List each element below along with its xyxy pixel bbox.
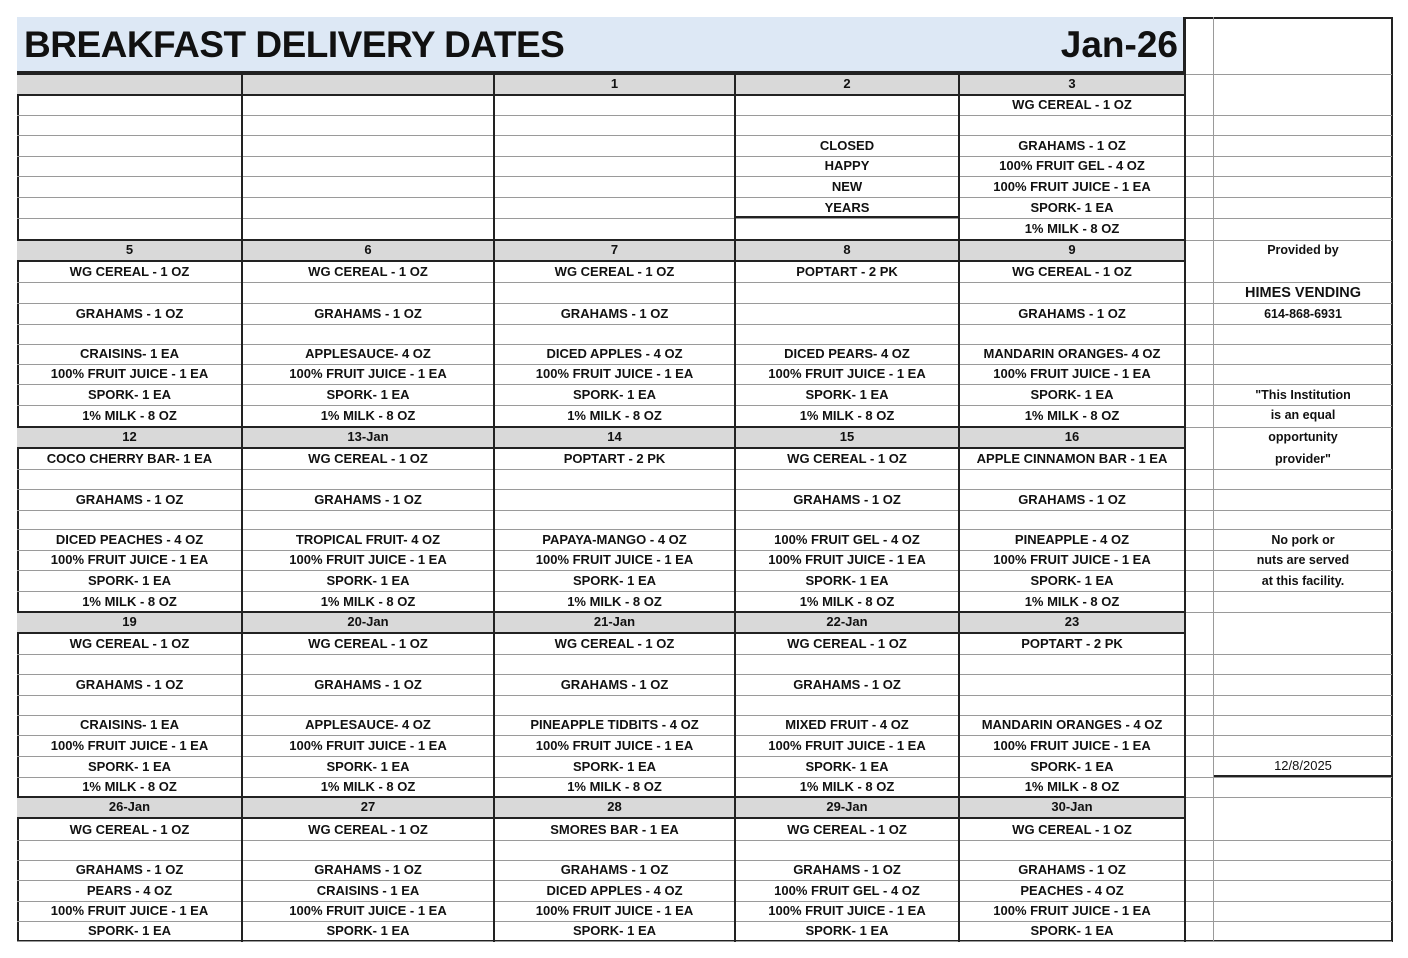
menu-item-cell: WG CEREAL - 1 OZ: [69, 636, 190, 651]
date-cell: 15: [839, 429, 855, 444]
menu-item-cell: 100% FRUIT JUICE - 1 EA: [768, 903, 926, 918]
menu-item-cell: [494, 695, 735, 715]
week-divider: [17, 447, 1185, 449]
menu-item-cell: WG CEREAL - 1 OZ: [69, 821, 190, 837]
menu-item-cell: SPORK- 1 EA: [572, 386, 657, 402]
date-cell: 29-Jan: [826, 799, 868, 814]
equal-opportunity-line: opportunity: [1268, 430, 1338, 444]
menu-item-cell: WG CEREAL - 1 OZ: [787, 636, 907, 651]
menu-item-cell: [17, 177, 242, 197]
menu-item-cell: [494, 324, 735, 344]
menu-item-cell: SPORK- 1 EA: [572, 572, 657, 588]
menu-item-cell: GRAHAMS - 1 OZ: [314, 862, 422, 877]
pork-nuts-notice-line: nuts are served: [1256, 553, 1350, 567]
row-divider: [1185, 797, 1392, 798]
menu-item-cell: WG CEREAL - 1 OZ: [308, 821, 428, 837]
menu-item-cell: [17, 695, 242, 715]
menu-item-cell: [959, 510, 1185, 530]
menu-item-cell: [17, 283, 242, 303]
menu-item-cell: [242, 695, 494, 715]
menu-item-cell: [735, 695, 959, 715]
menu-item-cell: SPORK- 1 EA: [1030, 923, 1114, 938]
menu-item-cell: [17, 156, 242, 176]
date-cell: 9: [1068, 242, 1076, 257]
menu-item-cell: [959, 115, 1185, 135]
date-cell: 8: [843, 242, 851, 257]
row-divider: [1185, 612, 1392, 613]
date-cell: 28: [607, 799, 622, 814]
menu-item-cell: GRAHAMS - 1 OZ: [314, 491, 422, 507]
provided-by-label: Provided by: [1267, 243, 1339, 257]
menu-item-cell: 100% FRUIT JUICE - 1 EA: [993, 552, 1151, 567]
menu-item-cell: [959, 695, 1185, 715]
menu-item-cell: SPORK- 1 EA: [572, 758, 657, 774]
menu-item-cell: [959, 324, 1185, 344]
menu-item-cell: [242, 219, 494, 239]
menu-item-cell: [735, 324, 959, 344]
menu-item-cell: [17, 219, 242, 239]
menu-item-cell: GRAHAMS - 1 OZ: [1018, 137, 1126, 153]
week-divider: [17, 632, 1185, 634]
vendor-name: HIMES VENDING: [1244, 285, 1361, 301]
menu-item-cell: MANDARIN ORANGES- 4 OZ: [983, 346, 1161, 361]
menu-item-cell: [17, 95, 242, 115]
menu-item-cell: GRAHAMS - 1 OZ: [1018, 305, 1126, 321]
menu-item-cell: GRAHAMS - 1 OZ: [793, 862, 901, 877]
menu-item-cell: WG CEREAL - 1 OZ: [308, 450, 428, 466]
week-divider: [17, 796, 1185, 798]
menu-item-cell: 100% FRUIT JUICE - 1 EA: [535, 903, 694, 918]
menu-item-cell: [242, 469, 494, 489]
menu-item-cell: HAPPY: [824, 158, 870, 173]
menu-item-cell: WG CEREAL - 1 OZ: [787, 450, 907, 466]
menu-item-cell: [17, 510, 242, 530]
menu-item-cell: [494, 490, 735, 510]
menu-item-cell: [242, 283, 494, 303]
menu-item-cell: [959, 469, 1185, 489]
date-cell: 21-Jan: [593, 614, 636, 629]
menu-item-cell: 1% MILK - 8 OZ: [799, 408, 895, 423]
column-divider: [1184, 17, 1186, 942]
menu-item-cell: SPORK- 1 EA: [326, 572, 410, 588]
menu-item-cell: YEARS: [824, 199, 870, 215]
page-title: BREAKFAST DELIVERY DATES: [24, 24, 565, 65]
week-divider: [17, 73, 1185, 75]
menu-item-cell: SPORK- 1 EA: [805, 572, 889, 588]
menu-item-cell: APPLESAUCE- 4 OZ: [305, 346, 431, 361]
menu-item-cell: WG CEREAL - 1 OZ: [554, 636, 675, 651]
menu-item-cell: [959, 654, 1185, 674]
menu-item-cell: SPORK- 1 EA: [87, 386, 172, 402]
column-divider: [734, 74, 736, 942]
column-divider: [241, 74, 243, 942]
menu-item-cell: WG CEREAL - 1 OZ: [554, 263, 675, 279]
date-cell: 19: [122, 614, 137, 629]
row-divider: [1185, 74, 1392, 75]
menu-item-cell: CRAISINS- 1 EA: [80, 346, 179, 361]
menu-item-cell: GRAHAMS - 1 OZ: [1018, 491, 1126, 507]
menu-item-cell: DICED PEARS- 4 OZ: [784, 346, 910, 361]
menu-item-cell: GRAHAMS - 1 OZ: [560, 862, 669, 877]
week-divider: [17, 239, 1185, 241]
menu-item-cell: 1% MILK - 8 OZ: [1024, 408, 1120, 423]
menu-item-cell: 100% FRUIT JUICE - 1 EA: [50, 903, 209, 918]
menu-item-cell: WG CEREAL - 1 OZ: [69, 263, 190, 279]
menu-item-cell: GRAHAMS - 1 OZ: [75, 491, 184, 507]
menu-item-cell: SPORK- 1 EA: [572, 923, 657, 938]
menu-item-cell: 100% FRUIT JUICE - 1 EA: [535, 737, 694, 753]
menu-item-cell: 1% MILK - 8 OZ: [567, 779, 662, 794]
menu-item-cell: SPORK- 1 EA: [87, 572, 172, 588]
menu-item-cell: 100% FRUIT JUICE - 1 EA: [289, 903, 447, 918]
menu-item-cell: [494, 510, 735, 530]
menu-item-cell: COCO CHERRY BAR- 1 EA: [46, 450, 213, 466]
menu-item-cell: [494, 840, 735, 860]
menu-item-cell: NEW: [831, 178, 863, 194]
menu-item-cell: 100% FRUIT JUICE - 1 EA: [768, 737, 926, 753]
menu-item-cell: [735, 304, 959, 324]
menu-item-cell: [242, 840, 494, 860]
vendor-phone: 614-868-6931: [1264, 307, 1342, 321]
column-divider: [958, 74, 960, 942]
menu-item-cell: 100% FRUIT JUICE - 1 EA: [768, 366, 926, 381]
menu-item-cell: POPTART - 2 PK: [796, 263, 898, 279]
menu-item-cell: 100% FRUIT GEL - 4 OZ: [774, 531, 920, 547]
menu-item-cell: GRAHAMS - 1 OZ: [75, 305, 184, 321]
menu-item-cell: 100% FRUIT JUICE - 1 EA: [50, 552, 209, 567]
column-divider: [493, 74, 495, 942]
menu-item-cell: [494, 177, 735, 197]
equal-opportunity-line: is an equal: [1270, 408, 1336, 422]
menu-item-cell: [494, 95, 735, 115]
menu-item-cell: SPORK- 1 EA: [805, 386, 889, 402]
date-cell: 16: [1064, 429, 1080, 444]
menu-item-cell: DICED APPLES - 4 OZ: [546, 346, 683, 361]
menu-item-cell: SPORK- 1 EA: [805, 923, 889, 938]
menu-item-cell: SPORK- 1 EA: [87, 923, 172, 938]
menu-item-cell: MANDARIN ORANGES - 4 OZ: [981, 717, 1163, 732]
menu-item-cell: [735, 283, 959, 303]
menu-item-cell: DICED APPLES - 4 OZ: [546, 882, 683, 898]
date-cell: 22-Jan: [826, 614, 868, 629]
holiday-underline: [735, 216, 959, 218]
menu-item-cell: 100% FRUIT JUICE - 1 EA: [535, 366, 694, 381]
menu-item-cell: [735, 654, 959, 674]
menu-item-cell: PEACHES - 4 OZ: [1020, 882, 1124, 898]
equal-opportunity-line: "This Institution: [1255, 388, 1351, 402]
menu-item-cell: PINEAPPLE TIDBITS - 4 OZ: [530, 717, 699, 732]
menu-item-cell: GRAHAMS - 1 OZ: [793, 491, 901, 507]
menu-item-cell: [494, 283, 735, 303]
menu-item-cell: PEARS - 4 OZ: [86, 882, 173, 898]
week-divider: [17, 611, 1185, 613]
menu-item-cell: [494, 219, 735, 239]
menu-item-cell: [17, 324, 242, 344]
menu-item-cell: [242, 115, 494, 135]
menu-item-cell: 100% FRUIT GEL - 4 OZ: [774, 882, 920, 898]
menu-item-cell: GRAHAMS - 1 OZ: [75, 676, 184, 692]
menu-item-cell: PAPAYA-MANGO - 4 OZ: [542, 531, 687, 547]
date-cell: 30-Jan: [1051, 799, 1093, 814]
menu-item-cell: SPORK- 1 EA: [1030, 758, 1114, 774]
menu-item-cell: [242, 177, 494, 197]
menu-item-cell: GRAHAMS - 1 OZ: [75, 862, 184, 877]
menu-item-cell: CLOSED: [819, 137, 875, 153]
menu-item-cell: [17, 136, 242, 156]
menu-item-cell: 100% FRUIT GEL - 4 OZ: [999, 158, 1145, 173]
menu-item-cell: 100% FRUIT JUICE - 1 EA: [50, 737, 209, 753]
menu-item-cell: [17, 840, 242, 860]
date-cell: 27: [360, 799, 376, 814]
menu-item-cell: 1% MILK - 8 OZ: [320, 779, 416, 794]
menu-item-cell: [242, 198, 494, 218]
menu-item-cell: DICED PEACHES - 4 OZ: [55, 531, 204, 547]
menu-item-cell: 100% FRUIT JUICE - 1 EA: [993, 903, 1151, 918]
week-divider: [17, 817, 1185, 819]
menu-item-cell: 100% FRUIT JUICE - 1 EA: [289, 366, 447, 381]
menu-item-cell: 1% MILK - 8 OZ: [320, 408, 416, 423]
menu-item-cell: [494, 654, 735, 674]
menu-item-cell: CRAISINS- 1 EA: [80, 717, 179, 732]
menu-item-cell: [242, 95, 494, 115]
menu-item-cell: [735, 510, 959, 530]
menu-item-cell: SPORK- 1 EA: [87, 758, 172, 774]
menu-item-cell: 1% MILK - 8 OZ: [799, 779, 895, 794]
date-cell: 2: [843, 76, 851, 91]
menu-item-cell: WG CEREAL - 1 OZ: [1012, 821, 1132, 837]
date-cell: 1: [610, 76, 619, 91]
menu-item-cell: [735, 219, 959, 239]
week-divider: [17, 94, 1185, 96]
menu-item-cell: [17, 198, 242, 218]
menu-item-cell: SPORK- 1 EA: [1030, 572, 1114, 588]
menu-item-cell: 100% FRUIT JUICE - 1 EA: [993, 366, 1151, 381]
menu-item-cell: [735, 95, 959, 115]
date-cell: 14: [607, 429, 622, 444]
menu-item-cell: [17, 115, 242, 135]
menu-item-cell: [242, 654, 494, 674]
menu-item-cell: 1% MILK - 8 OZ: [567, 593, 662, 609]
date-cell: 3: [1068, 76, 1076, 91]
menu-item-cell: [242, 156, 494, 176]
menu-item-cell: CRAISINS - 1 EA: [316, 882, 420, 898]
menu-item-cell: 100% FRUIT JUICE - 1 EA: [993, 737, 1151, 753]
date-cell: 12: [122, 429, 137, 444]
menu-item-cell: [494, 136, 735, 156]
menu-item-cell: 1% MILK - 8 OZ: [1024, 221, 1120, 236]
menu-item-cell: 100% FRUIT JUICE - 1 EA: [768, 552, 926, 567]
menu-item-cell: SPORK- 1 EA: [326, 923, 410, 938]
date-cell: [17, 74, 242, 94]
menu-item-cell: 1% MILK - 8 OZ: [1024, 593, 1120, 609]
menu-item-cell: 100% FRUIT JUICE - 1 EA: [289, 737, 447, 753]
menu-item-cell: WG CEREAL - 1 OZ: [787, 821, 907, 837]
date-cell: 6: [364, 242, 372, 257]
menu-item-cell: [959, 283, 1185, 303]
date-cell: 20-Jan: [347, 614, 389, 629]
date-cell: 13-Jan: [347, 429, 389, 444]
menu-item-cell: [735, 115, 959, 135]
menu-item-cell: [959, 840, 1185, 860]
menu-item-cell: GRAHAMS - 1 OZ: [560, 676, 669, 692]
menu-item-cell: PINEAPPLE - 4 OZ: [1014, 531, 1130, 547]
menu-item-cell: GRAHAMS - 1 OZ: [793, 676, 901, 692]
menu-item-cell: [17, 469, 242, 489]
date-cell: [242, 74, 494, 94]
menu-item-cell: [17, 654, 242, 674]
date-cell: 23: [1064, 614, 1080, 629]
menu-item-cell: APPLE CINNAMON BAR - 1 EA: [976, 450, 1168, 466]
menu-item-cell: SPORK- 1 EA: [805, 758, 889, 774]
menu-item-cell: [735, 469, 959, 489]
month-label: Jan-26: [1060, 24, 1178, 65]
menu-item-cell: WG CEREAL - 1 OZ: [308, 636, 428, 651]
menu-item-cell: WG CEREAL - 1 OZ: [1012, 263, 1132, 279]
menu-item-cell: WG CEREAL - 1 OZ: [308, 263, 428, 279]
menu-item-cell: [494, 469, 735, 489]
menu-item-cell: GRAHAMS - 1 OZ: [314, 305, 422, 321]
menu-item-cell: GRAHAMS - 1 OZ: [1018, 862, 1126, 877]
menu-item-cell: SPORK- 1 EA: [1030, 199, 1114, 215]
menu-item-cell: [494, 198, 735, 218]
date-cell: 7: [610, 242, 619, 257]
menu-item-cell: SMORES BAR - 1 EA: [550, 821, 679, 837]
menu-item-cell: 1% MILK - 8 OZ: [320, 593, 416, 609]
menu-item-cell: 100% FRUIT JUICE - 1 EA: [535, 552, 694, 567]
date-cell: 5: [125, 242, 134, 257]
menu-item-cell: 100% FRUIT JUICE - 1 EA: [50, 366, 209, 381]
menu-item-cell: 100% FRUIT JUICE - 1 EA: [289, 552, 447, 567]
menu-item-cell: [242, 324, 494, 344]
menu-item-cell: GRAHAMS - 1 OZ: [314, 676, 422, 692]
menu-item-cell: SPORK- 1 EA: [326, 758, 410, 774]
menu-item-cell: [959, 675, 1185, 695]
menu-item-cell: POPTART - 2 PK: [1021, 636, 1123, 651]
menu-item-cell: 1% MILK - 8 OZ: [82, 779, 177, 794]
menu-item-cell: 1% MILK - 8 OZ: [1024, 779, 1120, 794]
menu-item-cell: SPORK- 1 EA: [326, 386, 410, 402]
menu-item-cell: 1% MILK - 8 OZ: [82, 593, 177, 609]
menu-item-cell: SPORK- 1 EA: [1030, 386, 1114, 402]
menu-item-cell: [494, 115, 735, 135]
menu-item-cell: TROPICAL FRUIT- 4 OZ: [295, 531, 441, 547]
menu-item-cell: [242, 136, 494, 156]
week-divider: [17, 260, 1185, 262]
menu-item-cell: [494, 156, 735, 176]
date-cell: 26-Jan: [108, 799, 151, 814]
week-divider: [17, 426, 1185, 428]
revision-date: 12/8/2025: [1274, 758, 1332, 773]
menu-item-cell: 100% FRUIT JUICE - 1 EA: [993, 178, 1151, 194]
menu-item-cell: 1% MILK - 8 OZ: [567, 408, 662, 423]
equal-opportunity-line: provider": [1275, 452, 1331, 466]
pork-nuts-notice-line: No pork or: [1271, 533, 1335, 547]
menu-item-cell: MIXED FRUIT - 4 OZ: [785, 717, 909, 732]
menu-item-cell: [735, 840, 959, 860]
menu-item-cell: 1% MILK - 8 OZ: [799, 593, 895, 609]
pork-nuts-notice-line: at this facility.: [1261, 574, 1345, 588]
column-divider: [1213, 17, 1214, 942]
menu-item-cell: GRAHAMS - 1 OZ: [560, 305, 669, 321]
menu-item-cell: WG CEREAL - 1 OZ: [1012, 97, 1132, 112]
menu-item-cell: [242, 510, 494, 530]
menu-item-cell: 1% MILK - 8 OZ: [82, 408, 177, 423]
menu-item-cell: POPTART - 2 PK: [563, 450, 666, 466]
menu-item-cell: APPLESAUCE- 4 OZ: [305, 717, 431, 732]
